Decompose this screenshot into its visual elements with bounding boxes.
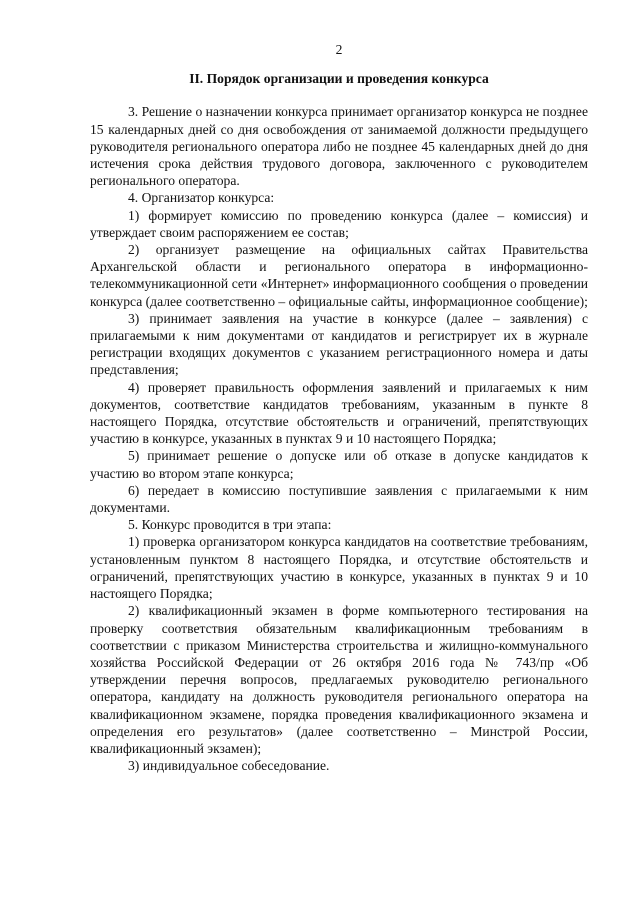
paragraph-subitem-4-3: 3) принимает заявления на участие в конкурсе (далее – заявления) с прилагаемыми к ним документами от кандидатов и регистрирует их в журнале регистрации входящих документов с указанием регистрационного номера и даты представления; (90, 310, 588, 378)
paragraph-item-4: 4. Организатор конкурса: (128, 190, 275, 206)
paragraph-subitem-4-2: 2) организует размещение на официальных сайтах Правительства Архангельской области и регионального оператора в информационно-телекоммуникационной сети «Интернет» информационного сообщения о проведении конкурса (далее соответственно – официальные сайты, информационное сообщение); (90, 242, 588, 309)
page-number: 2 (335, 42, 343, 57)
paragraph-subitem-5-1: 1) проверка организатором конкурса кандидатов на соответствие требованиям, установленным пунктом 8 настоящего Порядка, и отсутствие обстоятельств и ограничений, препятствующих участию в конкурсе, указанных в пунктах 9 и 10 настоящего Порядка; (90, 534, 588, 602)
paragraph-subitem-5-3: 3) индивидуальное собеседование. (128, 758, 330, 774)
paragraph-item-5: 5. Конкурс проводится в три этапа: (128, 517, 332, 533)
paragraph-subitem-4-4: 4) проверяет правильность оформления заявлений и прилагаемых к ним документов, соответствие кандидатов требованиям, указанным в пункте 8 настоящего Порядка, отсутствие обстоятельств и ограничений, препятствующих участию в конкурсе, указанных в пунктах 9 и 10 настоящего Порядка; (90, 379, 588, 447)
paragraph-subitem-4-5: 5) принимает решение о допуске или об отказе в допуске кандидатов к участию во втором этапе конкурса; (90, 448, 588, 481)
paragraph-subitem-5-2: 2) квалификационный экзамен в форме компьютерного тестирования на проверку соответствия обязательным квалификационным требованиям в соответствии с приказом Министерства строительства и жилищно-коммунального хозяйства Российской Федерации от 26 октября 2016 года № 743/пр «Об утверждении перечня вопросов, предлагаемых руководителю регионального оператора, кандидату на должность руководителя регионального оператора на квалификационном экзамене, порядка проведения квалификационного экзамена и определения его результатов» (далее соответственно – Минстрой России, квалификационный экзамен); (90, 603, 588, 756)
paragraph-item-3: 3. Решение о назначении конкурса принимает организатор конкурса не позднее 15 календарных дней со дня освобождения от занимаемой должности предыдущего руководителя регионального оператора либо не позднее 45 календарных дней до дня истечения срока действия трудового договора, заключенного с руководителем регионального оператора. (90, 104, 588, 189)
paragraph-subitem-4-6: 6) передает в комиссию поступившие заявления с прилагаемыми к ним документами. (90, 482, 588, 516)
paragraph-subitem-4-1: 1) формирует комиссию по проведению конкурса (далее – комиссия) и утверждает своим распоряжением ее состав; (90, 207, 588, 240)
section-title: II. Порядок организации и проведения конкурса (189, 71, 489, 87)
